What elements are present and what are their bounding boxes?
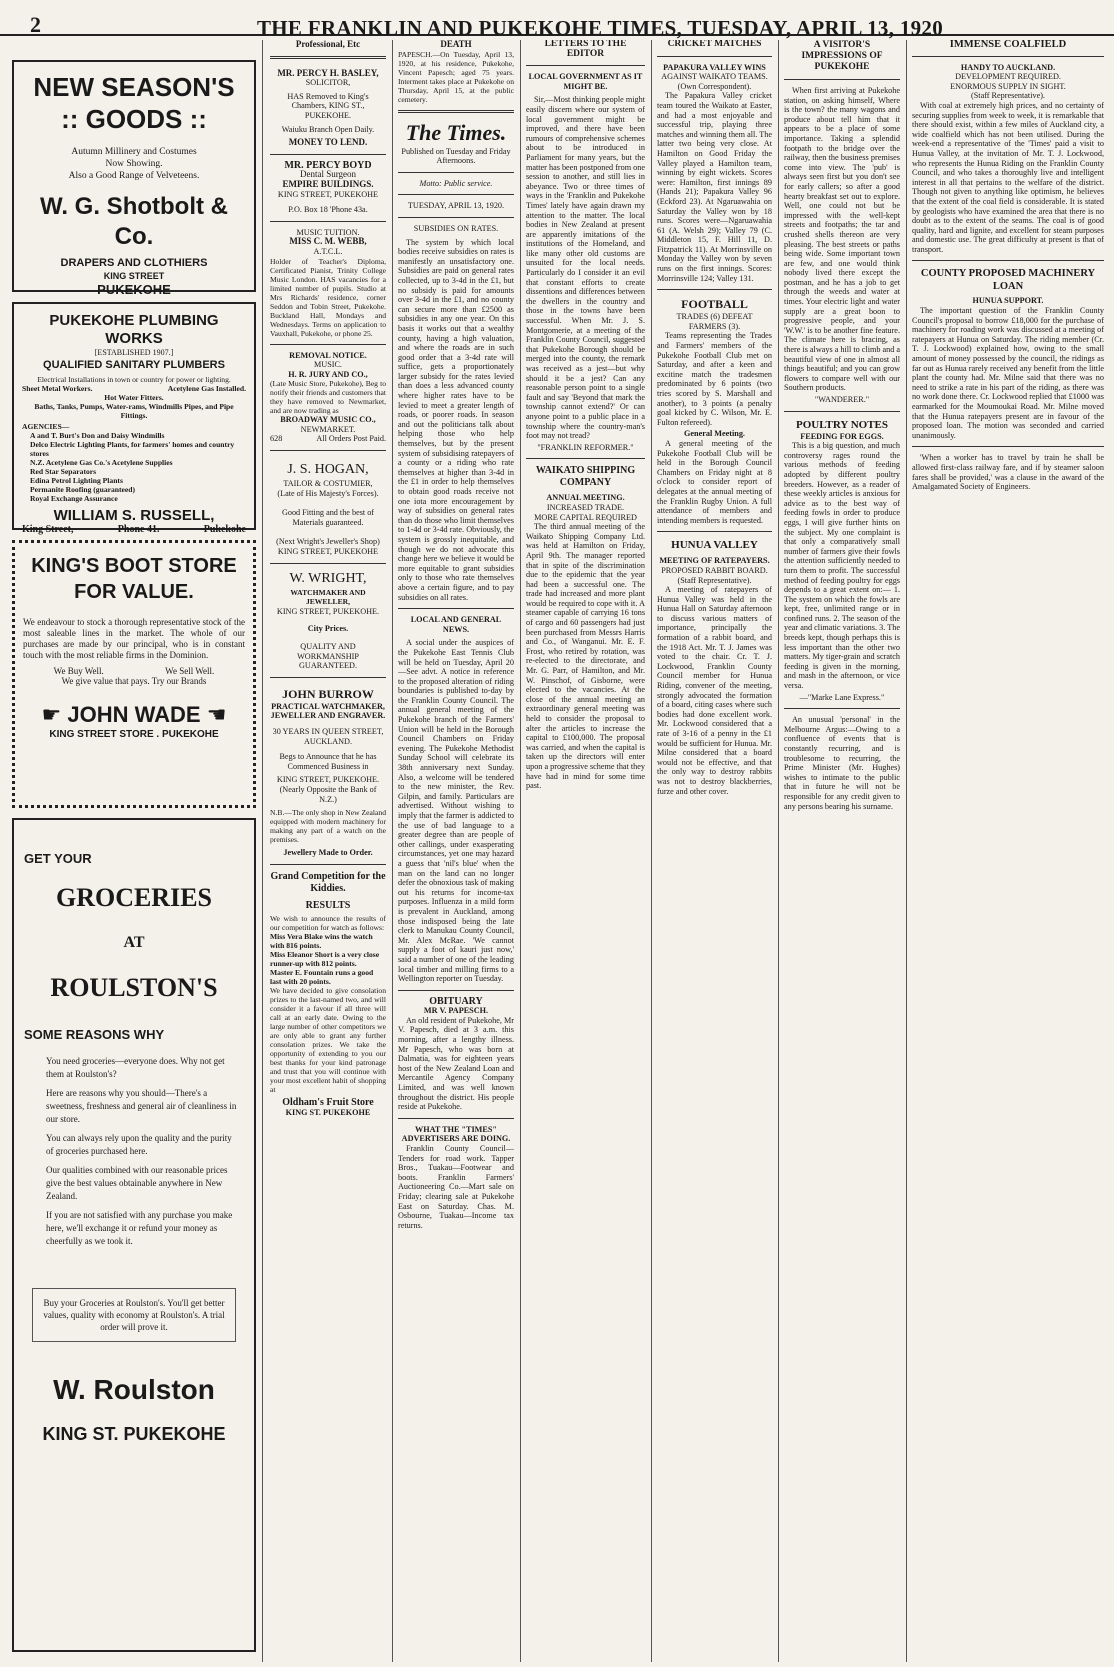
local-news-body: A social under the auspices of the Pukekohe East Tennis Club will be held on Tuesday, April 20—See advt. A notice in reference to the proposed alteration of riding boundaries is published to-day by the Franklin County Council. The annual general meeting of the Pukekohe branch of the Farmers' Union will be held in the Borough Council Chambers on Friday evening. The Pukekohe Methodist Sunday School will celebrate its 38th anniversary next Sunday. Also, a welcome will be tendered to the new minister, the Rev. Gilpin, and family. Particulars are advertised. Without wishing to imply that the farmer is addicted to the use of bad language to a greater degree than are people of other callings, under exasperating circumstances, yet one may hazard a guess that 'nil's blue' when the man on the land can no longer defer the obnoxious task of making out his returns for income-tax purposes. Influenza in a mild form is prevalent in Auckland, among those indisposed being the late clerk to Manukau County Council, Mr. Alex McRae. 'We cannot supply a foot of kauri just now,' said a number of one of the leading local timber and milling firms to a Wellington reporter on Tuesday.: [398, 638, 514, 984]
plumbing-phone: Phone 41.: [117, 523, 160, 535]
shotbolt-ad: [12, 60, 256, 297]
obituary-body: An old resident of Pukekohe, Mr V. Papesch, died at 3 a.m. this morning, after a lengthy illness. Mr Papesch, who was born at Dalmatia, was for eighteen years host of the New Zealand Loan and Mercantile Agency Company Limited, and was well known throughout the district. His people reside at Pukekohe.: [398, 1015, 514, 1112]
oldham-address: KING ST. PUKEKOHE: [285, 1107, 371, 1117]
webb-name: MISS C. M. WEBB,: [289, 236, 367, 247]
poultry-signature: —"Marke Lane Express.": [799, 692, 885, 702]
roulston-address: KING ST. PUKEKOHE: [42, 1424, 226, 1445]
poultry-title: POULTRY NOTES: [795, 418, 889, 431]
jury-company: BROADWAY MUSIC CO.,: [280, 415, 376, 425]
plumbing-agency: Permanite Roofing (guaranteed): [30, 484, 136, 494]
hunua-subtitle: MEETING OF RATEPAYERS.: [659, 556, 770, 566]
death-heading: DEATH: [440, 40, 472, 49]
hunua-body: A meeting of ratepayers of Hunua Valley was held in the Hunua Hall on Saturday afternoon to discuss various matters of importance, principally the formation of a rabbit board, and the 1918 Act. Mr. T. J. James was voted to the chair. Cr. T. J. Lockwood, Franklin County Council member for Hunua Riding, convener of the meeting, strongly advocated the formation of a board, citing cases where such bodies had done excellent work. Mr. Lockwood considered that a rate of 3-16 of a penny in the £1 would be sufficient for Hunua. Mr. Milne considered that a board would not be effective, and that the only way to destroy rabbits was not to destroy blackberries, furze and other cover.: [657, 585, 772, 796]
boot-headline-1: KING'S BOOT STORE: [31, 555, 237, 577]
removal-notice: REMOVAL NOTICE.: [289, 350, 367, 360]
waikato-subtitle: ANNUAL MEETING.: [546, 493, 625, 503]
boot-sell: We Sell Well.: [165, 666, 215, 676]
boot-body: We endeavour to stock a thorough representative stock of the most saleable lines in the market. The whole of our purchases are made by our principal, who is in constant touch with the most reliable firms in the Dominion.: [23, 617, 245, 660]
roulston-signature: W. Roulston: [53, 1374, 215, 1406]
column-3: [398, 40, 514, 1662]
basley-branch: Waiuku Branch Open Daily.: [281, 124, 375, 134]
plumbing-agency: Red Star Separators: [30, 466, 97, 476]
jury-body: (Late Music Store, Pukekohe), Beg to notify their friends and customers that they have removed to Newmarket, and are now trading as: [270, 379, 386, 416]
hogan-name: J. S. HOGAN,: [287, 462, 369, 478]
advertisers-body: Franklin County Council—Tenders for road work. Tapper Bros., Tuakau—Footwear and boots. Franklin Farmers' Auctioneering Co.—Mart sale on Friday; clearing sale at Pukekohe East on Saturday. Chas. M. Osbourne, Tuakau—Income tax returns.: [398, 1144, 514, 1230]
plumbing-line-2a: Sheet Metal Workers.: [22, 383, 93, 393]
boyd-title: Dental Surgeon: [299, 169, 357, 180]
visitor-body: When first arriving at Pukekohe station, on asking himself, Where is the town? the many wagons and produce about tell him that it appears to be a place of some importance. Taking a splendid footpath to the bridge over the railway, then the business premises come into view. The 'pub' is always seen first but you don't see for early callers; so after a good hearty breakfast set out to explore. Well, one could not but be impressed with the well-kept streets and footpaths; the tar and crushed shells thereon are very pleasing. The best streets or paths being wide. Some important town are few, and one would think nobody lived there except the postman, and he has a job to get through the weeds and water at times. Your electric light and water supply are a great boon to progressive people, and your 'W.W.' is to be another fine feature. The climate here is bracing, as there is always a hill to climb and a beautiful view of one in almost all things beautiful; and you can grow flowers to compare well with our Southern products.: [784, 86, 900, 393]
boot-owner: [23, 700, 245, 730]
poultry-body: This is a big question, and much controversy rages round the various methods of feeding adopted by different poultry breeders. However, as a reader of these weekly articles is anxious for advice as to the best way of feeding fowls in order to produce eggs, I will give further hints on the subject. My one complaint is that only a comparatively small number of farmers give their fowls the attention sufficiently needed to turn them to profit. The successful method of feeding poultry for eggs depends to a great extent on:— 1. The system on which the fowls are kept, free, unlimited range or in confined runs. 2. The season of the year and climatic variations. 3. The breeds kept, though perhaps this is less important than the other two matters. My tiger-grain and scratch feeding is given in the morning, and mash in the afternoon, or vice versa.: [784, 441, 900, 691]
burrow-made: Jewellery Made to Order.: [283, 848, 373, 858]
plumbing-street: King Street,: [22, 523, 74, 535]
competition-title: Grand Competition for the Kiddies.: [270, 870, 386, 894]
boot-buy: We Buy Well.: [53, 666, 104, 676]
advertisers-title: WHAT THE "TIMES" ADVERTISERS ARE DOING.: [401, 1124, 511, 1144]
letters-title: LETTERS TO THE EDITOR: [544, 40, 627, 59]
shotbolt-line-3: Also a Good Range of Velveteens.: [68, 171, 200, 181]
cricket-subtitle-2: AGAINST WAIKATO TEAMS.: [661, 72, 768, 82]
plumbing-name: PUKEKOHE PLUMBING WORKS: [49, 312, 219, 347]
plumbing-established: [ESTABLISHED 1907.]: [94, 348, 174, 357]
publication-note: Published on Tuesday and Friday Afternoons.: [401, 146, 511, 166]
loan-subtitle: HUNUA SUPPORT.: [972, 296, 1044, 306]
boyd-address: KING STREET, PUKEKOHE: [277, 189, 379, 199]
subsidies-title: SUBSIDIES ON RATES.: [413, 223, 499, 233]
football-title: FOOTBALL: [681, 297, 748, 312]
roulston-box: Buy your Groceries at Roulston's. You'll get better values, quality with economy at Roulston's. A trial order will prove it.: [32, 1288, 236, 1342]
loan-title: COUNTY PROPOSED MACHINERY LOAN: [920, 268, 1096, 293]
cricket-title: CRICKET MATCHES: [667, 40, 762, 49]
obituary-title: OBITUARY: [429, 995, 483, 1007]
page-number: 2: [30, 12, 41, 37]
column-rule: [520, 40, 521, 1662]
roulston-para: You can always rely upon the quality and the purity of groceries purchased here.: [46, 1133, 232, 1157]
hogan-note: (Late of His Majesty's Forces).: [277, 488, 379, 498]
local-news-title: LOCAL AND GENERAL NEWS.: [410, 615, 502, 634]
shotbolt-town: PUKEKOHE: [97, 282, 171, 297]
loan-body: The important question of the Franklin County Council's proposal to borrow £18,000 for the purchase of machinery for roading work was discussed at a meeting of ratepayers at Hunua on Saturday. The riding member (Cr. T. J. Lockwood) explained how, owing to the small amount of money possessed by the council, the ridings as far out as Hunua rarely received any benefit from the little plant the county had. Mr. Milne said that there was no need to strike a rate in his part of the riding, as there was no work done there. Cr. Lockwood replied that £1000 was earmarked for the Moumoukai Road. Mr. Milne moved that the Hunua ratepayers present are in favour of the proposed loan. The motion was seconded and carried unanimously.: [912, 306, 1104, 440]
plumbing-agency: N.Z. Acetylene Gas Co.'s Acetylene Supplies: [30, 457, 173, 467]
oldham-name: Oldham's Fruit Store: [282, 1097, 374, 1109]
plumbing-owner: WILLIAM S. RUSSELL,: [53, 506, 215, 524]
jury-name: H. R. JURY AND CO.,: [288, 369, 368, 379]
issue-date: TUESDAY, APRIL 13, 1920.: [407, 201, 505, 211]
coal-subtitle-3: ENORMOUS SUPPLY IN SIGHT.: [950, 81, 1066, 91]
hunua-subtitle-2: PROPOSED RABBIT BOARD.: [661, 565, 768, 575]
times-masthead: The Times.: [405, 119, 507, 145]
cricket-subtitle: PAPAKURA VALLEY WINS: [663, 62, 766, 72]
pointing-hand-icon: ☚: [200, 702, 227, 728]
boyd-name: MR. PERCY BOYD: [284, 159, 372, 171]
burrow-note: (Nearly Opposite the Bank of N.Z.): [279, 784, 377, 804]
wright-name: W. WRIGHT,: [289, 570, 367, 586]
death-notice: PAPESCH.—On Tuesday, April 13, 1920, at his residence, Pukekohe, Vincent Papesch; aged 75 years. Interment takes place at Pukekohe on Thursday, April 15, at the public cemetery.: [398, 49, 514, 104]
music-label: MUSIC.: [314, 360, 342, 370]
roulston-name: ROULSTON'S: [50, 972, 218, 1002]
column-1: [12, 40, 256, 1662]
waikato-subtitle-3: MORE CAPITAL REQUIRED: [534, 512, 637, 522]
local-government-body: Sir,—Most thinking people might easily discern where our system of local government might be improved, and there have been rumours of comprehensive schemes about to be introduced in Parliament for many years, but the matter has been postponed from one session to another, and still lies in abeyance. Two or three times of ways in the 'Franklin and Pukekohe Times' lately have again drawn my attention to the matter. The local bodies in New Zealand at present are apparently imitations of the institutions of the Homeland, and like many other old customs are unsuited for the local needs. Particularly do I consider it an evil that constant efforts to create dissentions and differences between the dwellers in the country and those in the towns have been successful. When Mr. J. S. Montgomerie, at a meeting of the Franklin County Council, suggested that Pukekohe Borough should be merged into the county, the remark was received as a jest—but why should it be a jest? Can any reasonable person point to a single fault and say 'Beyond that mark the township cannot extend?' Or can anyone point to a public place in a township where the country-man's foot may not tread?: [526, 95, 645, 441]
hunua-representative: (Staff Representative).: [677, 575, 752, 585]
cricket-correspondent: (Own Correspondent).: [677, 81, 752, 91]
plumbing-agency: A and T. Burt's Don and Daisy Windmills: [30, 430, 165, 440]
coal-representative: (Staff Representative).: [971, 91, 1045, 101]
professional-heading: Professional, Etc: [295, 40, 361, 49]
boot-headline-2: FOR VALUE.: [74, 581, 194, 603]
personal-paragraph: An unusual 'personal' in the Melbourne Argus:—Owing to a confluence of events that is constantly recurring, and is troublesome to recurring, the Prime Minister (Mr. Hughes) wishes to intimate to the public that in future he will not be responsible for any credit given to any persons bearing his surname.: [784, 715, 900, 811]
column-7: [912, 40, 1104, 1662]
plumbing-town: Pukekohe: [203, 523, 246, 535]
column-rule: [906, 40, 907, 1662]
motto: Motto: Public service.: [419, 178, 493, 188]
letter-signature: "FRANKLIN REFORMER.": [537, 442, 634, 452]
column-4: [526, 40, 645, 1662]
webb-credential: A.T.C.L.: [313, 246, 343, 256]
visitor-signature: "WANDERER.": [814, 395, 870, 404]
coal-body: With coal at extremely high prices, and no certainty of securing supplies from week to week, it is remarkable that there should exist, within a few miles of Auckland city, a wide coalfield which has not been utilised. During the week-end a representative of the 'Times' paid a visit to Hunua Valley, at the invitation of Mr. T. J. Lockwood, who represents the Hunua Riding on the Franklin County Council, and who takes a thoroughly live and intelligent interest in all that pertains to the welfare of the district. Though not given to anything like optimism, he believes that the extent of the coal field is considerable. It is stated by geologists who have examined the area that there is no doubt as to the extent of the seams. The coal is of good quality, hard and lignite, and excellent for steam purposes and domestic use. The great difficulty at present is that of transport.: [912, 100, 1104, 254]
roulston-reasons: SOME REASONS WHY: [24, 1026, 165, 1042]
competition-results: RESULTS: [305, 899, 351, 911]
plumbing-line-3: Hot Water Fitters.: [104, 392, 164, 402]
award-paragraph: 'When a worker has to travel by train he shall be allowed first-class railway fare, and if by steamer saloon fares shall be provided,' was a clause in the award of the Amalgamated Society of Engineers.: [912, 453, 1104, 492]
competition-winner: Master E. Fountain runs a good last with 20 points.: [270, 968, 374, 987]
wright-quality: QUALITY AND WORKMANSHIP GUARANTEED.: [297, 642, 359, 671]
masthead: [0, 0, 1114, 40]
roulston-para: Our qualities combined with our reasonable prices give the best values obtainable anywhere in New Zealand.: [46, 1165, 228, 1202]
obituary-subtitle: MR V. PAPESCH.: [423, 1006, 489, 1016]
burrow-body-2: N.B.—The only shop in New Zealand equipped with modern machinery for making any part of a watch on the premises.: [270, 808, 386, 845]
column-rule: [262, 40, 263, 1662]
music-tuition: MUSIC TUITION.: [296, 227, 360, 237]
visitor-title: A VISITOR'S IMPRESSIONS OF PUKEKOHE: [801, 40, 883, 72]
plumbing-line-2b: Acetylene Gas Installed.: [167, 383, 246, 393]
competition-winner: Miss Eleanor Short is a very close runner-up with 812 points.: [270, 950, 380, 969]
burrow-trade: PRACTICAL WATCHMAKER, JEWELLER AND ENGRAVER.: [270, 701, 386, 721]
competition-body: We wish to announce the results of our competition for watch as follows:: [270, 914, 386, 933]
jury-ref: 628: [270, 434, 283, 444]
webb-body: Holder of Teacher's Diploma, Certificated Pianist, Trinity College Music London. HAS vacancies for a limited number of pupils. Studio at Mrs Richards' residence, corner Seddon and Tobin Street, Pukekohe. Buckland Hall, Mondays and Wednesdays. Terms on application to Vauxhall, Pukekohe, or phone 25.: [270, 256, 386, 338]
shotbolt-line-1: Autumn Millinery and Costumes: [71, 147, 197, 157]
competition-body-2: We have decided to give consolation prizes to the last-named two, and will consider it a favour if all three will call at an early date. Owing to the large number of other competitors we are only able to grant any further consolation prizes. We take the opportunity of extending to you our best thanks for your kind patronage and trust that you will continue with your most excellent habit of shopping at: [270, 986, 386, 1095]
hunua-title: HUNUA VALLEY: [671, 539, 758, 552]
plumbing-agencies-label: AGENCIES—: [22, 421, 70, 431]
shotbolt-headline-2: :: GOODS ::: [61, 104, 207, 134]
basley-body: HAS Removed to King's Chambers, KING ST., PUKEKOHE.: [287, 91, 369, 120]
shotbolt-name: W. G. Shotbolt & Co.: [40, 193, 228, 250]
waikato-body: The third annual meeting of the Waikato Shipping Company Ltd. was held at Hamilton on Friday, April 9th. The manager reported that in spite of the discrimination due to the epidemic that the year had been a successful one. The trade had increased and more plant would be required to cope with it. A steamer capable of carrying 16 tons of cargo and 60 passengers had just been purchased from Messrs Harris and Co., of Wanganui. Mr. E. F. Frost, who retired by rotation, was re-elected to the directorate, and Mr. G. Parr, of Hamilton, and Mr. W. Pinschof, of Gisborne, were elected to the vacancies. At the close of the annual meeting an extraordinary general meeting was held to consider the proposal to alter the articles to increase the capital to £100,000. The proposal was carried, and when the capital is taken up the directors will enter upon a progressive scheme that they have had in mind for some time past.: [526, 522, 645, 791]
coal-subtitle: HANDY TO AUCKLAND.: [960, 62, 1056, 72]
football-body: Teams representing the Trades and Farmers' members of the Pukekohe Football Club met on Saturday, and after a keen and excitine match the tradesmen predominated by 6 points (two tries scored by S. Marshall and another), to 3 points (a penalty goal kicked by C. Wilson, Mr. E. Fulton refereed).: [657, 331, 772, 427]
roulston-at: AT: [123, 933, 145, 951]
basley-title: SOLICITOR,: [305, 78, 351, 88]
plumbing-agency: Edina Petrol Lighting Plants: [30, 475, 123, 485]
column-rule: [392, 40, 393, 1662]
competition-winner: Miss Vera Blake wins the watch with 816 points.: [270, 932, 373, 951]
coal-subtitle-2: DEVELOPMENT REQUIRED.: [955, 72, 1061, 82]
newspaper-title: THE FRANKLIN AND PUKEKOHE TIMES, TUESDAY, APRIL 13, 1920: [256, 16, 944, 40]
waikato-subtitle-2: INCREASED TRADE.: [546, 502, 625, 512]
football-general-meeting: General Meeting.: [684, 429, 745, 439]
jury-town: NEWMARKET.: [300, 424, 356, 434]
roulston-groceries: GROCERIES: [55, 882, 213, 912]
hogan-body: Good Fitting and the best of Materials guaranteed.: [281, 508, 375, 527]
local-government-title: LOCAL GOVERNMENT AS IT MIGHT BE.: [528, 72, 643, 91]
plumbing-line-1: Electrical Installations in town or country for power or lighting.: [37, 374, 231, 384]
column-6: [784, 40, 900, 1662]
boot-store-ad: [12, 540, 256, 808]
boyd-building: EMPIRE BUILDINGS.: [282, 178, 374, 189]
jury-orders: All Orders Post Paid.: [316, 434, 386, 444]
hogan-address: KING STREET, PUKEKOHE: [277, 547, 379, 557]
plumbing-line-4: Baths, Tanks, Pumps, Water-rams, Windmills Pipes, and Pipe Fittings.: [34, 401, 234, 420]
burrow-body: Begs to Announce that he has Commenced Business in: [279, 752, 377, 771]
roulston-get: GET YOUR: [24, 851, 92, 866]
column-rule: [778, 40, 779, 1662]
burrow-address: KING STREET, PUKEKOHE.: [276, 775, 380, 785]
subsidies-body: The system by which local bodies receive subsidies on rates is manifestly an unsatisfactory one. Subsidies are paid on general rates collected, up to 3-4d in the £1, but no subsidy is paid for amounts over 3-4d in the £1, and no county can secure more than £2500 as subsidies in any one year. On this basis it works out that a wealthy county, having a high valuation, and where the roads are in such good order that a 3-4d rate will suffice, gets a proportionately larger subsidy for the rates levied than does a less advanced county where higher rates have to be levied to meet a greater length of roads, or poorer roads. In season and out the politicians talk about helping those who help themselves, but by the present system of subsidising ratepayers of a county or a riding who rate themselves at higher than 3-4d in the £1 in order to help themselves to obtain good roads receive not one iota more encouragement by way of subsidies on general rates than do those who limit themselves to 1-4d or 3-4d rate. Obviously, the system is grossly inequitable, and though we do not advocate this change here we believe it would be more equitable to grant subsidies only to those who rate themselves above a certain figure, and to pay subsidies on all rates.: [398, 237, 514, 602]
football-subtitle: TRADES (6) DEFEAT FARMERS (3).: [676, 312, 753, 331]
column-2: [270, 40, 386, 1662]
roulston-para: You need groceries—everyone does. Why not get them at Roulston's?: [46, 1056, 225, 1080]
roulston-para: Here are reasons why you should—There's a sweetness, freshness and general air of cleanliness in our store.: [46, 1088, 237, 1125]
football-general-meeting-body: A general meeting of the Pukekohe Football Club will be held in the Borough Council Chambers on Friday night at 8 o'clock to consider report of delegates at the annual meeting of the Franklin Rugby Union. A full attendance of members and intending members is requested.: [657, 438, 772, 525]
column-rule: [651, 40, 652, 1662]
basley-money: MONEY TO LEND.: [288, 137, 368, 148]
pointing-hand-icon: ☛: [41, 702, 68, 728]
plumbing-agency: Delco Electric Lighting Plants, for farmers' homes and country stores: [30, 439, 235, 458]
shotbolt-trade: DRAPERS AND CLOTHIERS: [60, 257, 208, 269]
hogan-trade: TAILOR & COSTUMIER,: [283, 479, 373, 489]
boot-owner-name: JOHN WADE: [67, 702, 201, 728]
waikato-title: WAIKATO SHIPPING COMPANY: [535, 465, 636, 489]
wright-prices: City Prices.: [307, 624, 349, 634]
shotbolt-line-2: Now Showing.: [105, 159, 163, 169]
shotbolt-headline-1: NEW SEASON'S: [33, 72, 235, 102]
roulston-para: If you are not satisfied with any purchase you make here, we'll exchange it or refund your money as cheerfully as we took it.: [46, 1210, 233, 1247]
boot-address: KING STREET STORE . PUKEKOHE: [49, 729, 219, 741]
shotbolt-street: KING STREET: [103, 271, 165, 281]
burrow-name: JOHN BURROW: [282, 686, 374, 701]
cricket-body: The Papakura Valley cricket team toured the Waikato at Easter, and had a most enjoyable and successful trip, playing three matches and winning them all. The latter two being very close. At Hamilton on Good Friday the Valley played a Hamilton team, winning by eight wickets. Scores were: Hamilton, first innings 89 (Hands 21); Papakura Valley 96 (Eckford 23). At Ngaruawahia on Saturday the Valley won by 18 runs. Scores were—Ngaruawahia 61 (A. Welsh 29); Valley 79 (C. Middleton 15, F. Hill 11, D. Fitzpatrick 11). At Morrinsville on Monday the Valley won by seven runs on the first innings. Scores: Morrinsville 124; Valley 131.: [657, 91, 772, 283]
column-5: [657, 40, 772, 1662]
basley-name: MR. PERCY H. BASLEY,: [277, 67, 379, 78]
boot-give: We give value that pays. Try our Brands: [61, 675, 207, 686]
coal-title: IMMENSE COALFIELD: [949, 40, 1067, 50]
plumbing-tagline: QUALIFIED SANITARY PLUMBERS: [43, 358, 225, 371]
burrow-years: 30 YEARS IN QUEEN STREET, AUCKLAND.: [272, 726, 384, 746]
wright-trade: WATCHMAKER AND JEWELLER,: [290, 587, 366, 607]
poultry-subtitle: FEEDING FOR EGGS.: [800, 431, 884, 441]
plumbing-ad: [12, 302, 256, 535]
plumbing-agency: Royal Exchange Assurance: [30, 493, 118, 503]
hogan-shop: (Next Wright's Jeweller's Shop): [276, 537, 380, 547]
roulston-ad: [12, 818, 256, 1652]
boyd-box: P.O. Box 18 'Phone 43a.: [288, 205, 368, 215]
wright-address: KING STREET, PUKEKOHE.: [276, 606, 380, 616]
